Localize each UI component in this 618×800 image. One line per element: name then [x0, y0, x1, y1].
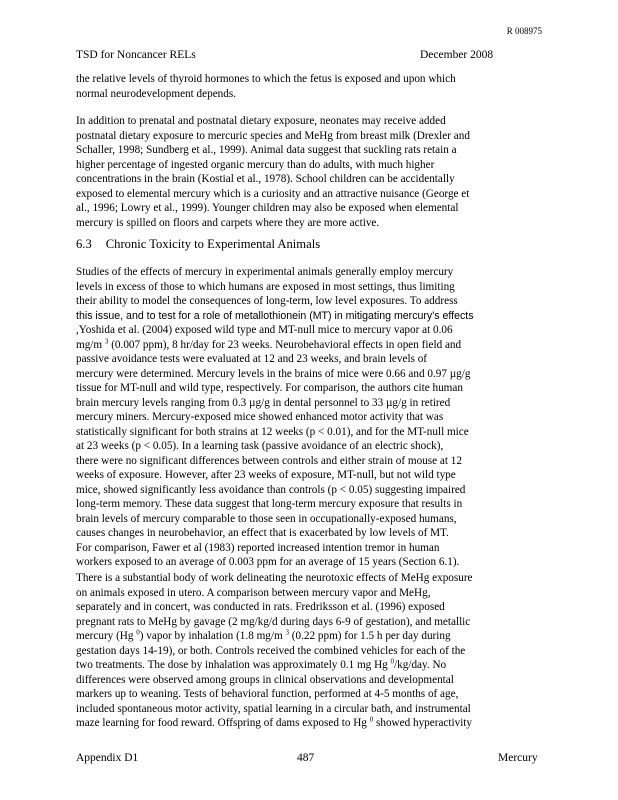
text-line: on animals exposed in utero. A comparison between mercury vapor and MeHg,	[76, 586, 431, 599]
text-line: mercury (Hg $^0$) vapor by inhalation (1.8 mg/m $^3$ (0.22 ppm) for 1.5 h per day during	[76, 628, 451, 642]
text-line: mg/m $^3$ (0.007 ppm), 8 hr/day for 23 weeks. Neurobehavioral effects in open field and	[76, 336, 462, 351]
text-line: included spontaneous motor activity, spatial learning in a circular bath, and instrumental	[76, 702, 471, 715]
text-line: gestation days 14-19), or both. Controls received the combined vehicles for each of the	[76, 644, 466, 657]
header-date: December 2008	[420, 49, 494, 61]
paragraph-chronic-studies	[76, 265, 546, 570]
text-line: Studies of the effects of mercury in experimental animals generally employ mercury	[76, 266, 454, 278]
text-line: there were no significant differences between controls and either strain of mouse at 12	[76, 454, 462, 467]
text-line: brain mercury levels ranging from 0.3 µg/g in dental personnel to 33 µg/g in retired	[76, 396, 451, 409]
text-line: this issue, and to test for a role of metallothionein (MT) in mitigating mercury's effects	[76, 309, 474, 322]
text-line: ,Yoshida et al. (2004) exposed wild type and MT-null mice to mercury vapor at 0.06	[76, 324, 453, 336]
footer-appendix: Appendix D1	[76, 752, 139, 764]
section-number: 6.3	[76, 237, 92, 251]
text-line: mercury miners. Mercury-exposed mice showed enhanced motor activity that was	[76, 411, 444, 423]
text-line: concentrations in the brain (Kostial et al., 1978). School children can be accidentally	[76, 173, 455, 185]
text-line: brain levels of mercury comparable to those seen in occupationally-exposed humans,	[76, 512, 457, 525]
section-title: Chronic Toxicity to Experimental Animals	[105, 237, 321, 251]
text-line: higher percentage of ingested organic mercury than do adults, with much higher	[76, 158, 435, 171]
text-line: weeks of exposure. However, after 23 weeks of exposure, MT-null, but not wild type	[76, 469, 456, 481]
text-line: mice, showed significantly less avoidance than controls (p < 0.05) suggesting impaired	[76, 483, 466, 496]
text-line: mercury were determined. Mercury levels in the brains of mice were 0.66 and 0.97 µg/g	[76, 367, 471, 380]
text-line: two treatments. The dose by inhalation was approximately 0.1 mg Hg $^0$/kg/day. No	[76, 657, 447, 671]
footer-page-number: 487	[297, 752, 315, 764]
text-line: workers exposed to an average of 0.003 ppm for an average of 15 years (Section 6.1).	[76, 556, 460, 568]
text-line: long-term memory. These data suggest that long-term mercury exposure that results in	[76, 498, 463, 510]
text-line: maze learning for food reward. Offspring of dams exposed to Hg $^0$ showed hyperactivity	[76, 715, 473, 729]
text-line: normal neurodevelopment depends.	[76, 87, 236, 100]
text-line: For comparison, Fawer et al (1983) reported increased intention tremor in human	[76, 541, 440, 554]
text-line: differences were observed among groups in clinical observations and developmental	[76, 673, 454, 686]
paragraph-in-utero-studies	[76, 571, 546, 731]
text-line: In addition to prenatal and postnatal dietary exposure, neonates may receive added	[76, 115, 446, 127]
text-line: There is a substantial body of work delineating the neurotoxic effects of MeHg exposure	[76, 572, 473, 584]
text-line: their ability to model the consequences of long-term, low level exposures. To address	[76, 295, 458, 307]
text-line: tissue for MT-null and wild type, respectively. For comparison, the authors cite human	[76, 382, 463, 394]
text-line: pregnant rats to MeHg by gavage (2 mg/kg/d during days 6-9 of gestation), and metallic	[76, 615, 471, 628]
text-line: statistically significant for both strains at 12 weeks (p < 0.01), and for the MT-null mice	[76, 425, 469, 438]
text-line: levels in excess of those to which humans are exposed in most settings, thus limiting	[76, 280, 455, 293]
text-line: postnatal dietary exposure to mercuric species and MeHg from breast milk (Drexler and	[76, 129, 470, 142]
paragraph-postnatal-exposure	[76, 114, 546, 230]
footer-topic: Mercury	[498, 752, 538, 764]
header-title: TSD for Noncancer RELs	[76, 49, 196, 61]
text-line: the relative levels of thyroid hormones to which the fetus is exposed and upon which	[76, 73, 456, 85]
text-line: al., 1996; Lowry et al., 1999). Younger children may also be exposed when elemental	[76, 202, 459, 214]
text-line: Schaller, 1998; Sundberg et al., 1999). Animal data suggest that suckling rats retain a	[76, 144, 457, 156]
section-heading	[76, 237, 320, 252]
text-line: separately and in concert, was conducted in rats. Fredriksson et al. (1996) exposed	[76, 601, 445, 613]
text-line: passive avoidance tests were evaluated at 12 and 23 weeks, and brain levels of	[76, 353, 428, 365]
text-line: markers up to weaning. Tests of behavioral function, performed at 4-5 months of age,	[76, 688, 459, 700]
text-line: exposed to elemental mercury which is a curiosity and an attractive nuisance (George et	[76, 187, 470, 200]
text-line: at 23 weeks (p < 0.05). In a learning task (passive avoidance of an electric shock),	[76, 440, 444, 452]
text-line: causes changes in neurobehavior, an effect that is exacerbated by low levels of MT.	[76, 527, 449, 539]
bates-number: R 008975	[506, 26, 542, 36]
paragraph-thyroid	[76, 72, 546, 101]
text-line: mercury is spilled on floors and carpets where they are more active.	[76, 216, 380, 229]
